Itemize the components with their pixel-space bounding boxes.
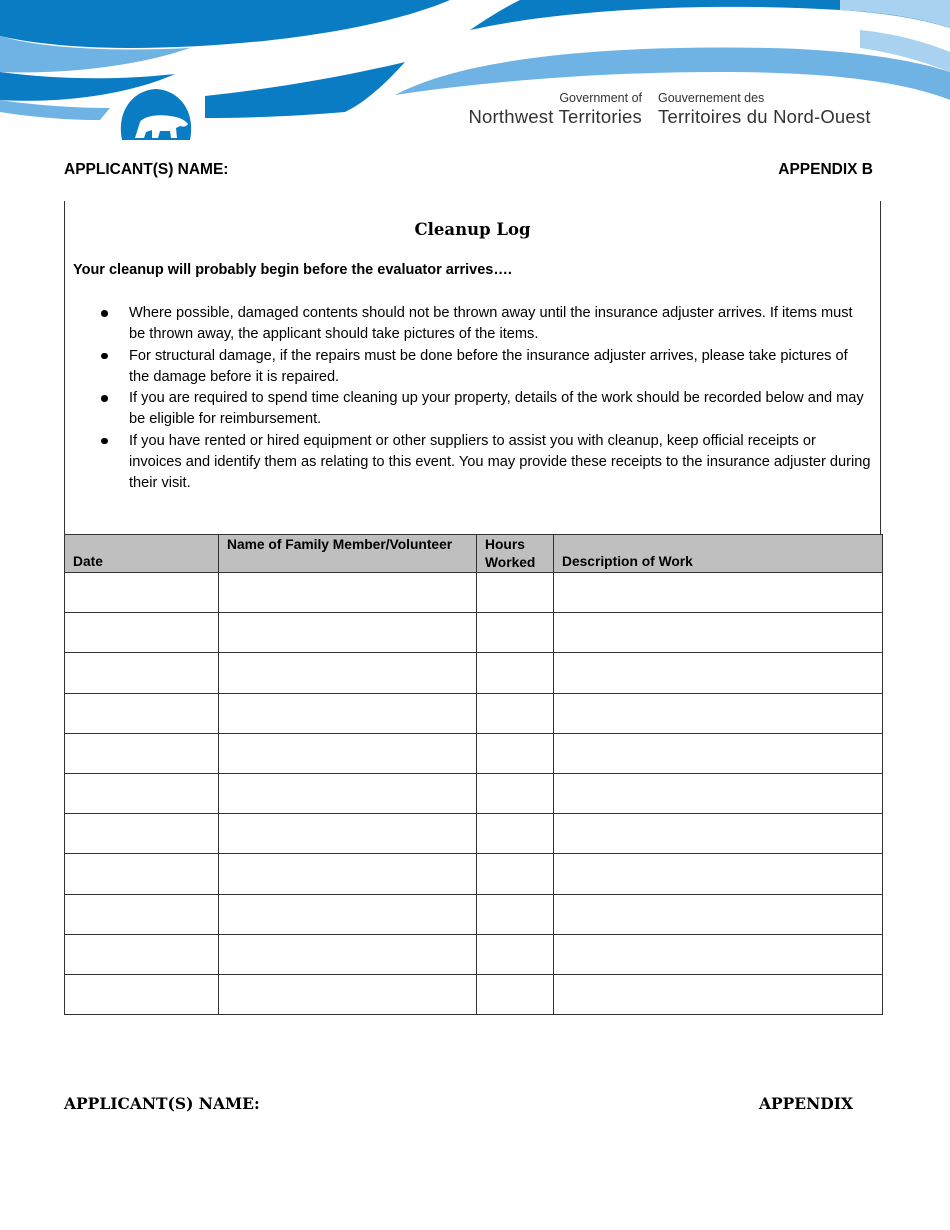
banner-wave-right-pale xyxy=(840,0,950,28)
name-cell[interactable] xyxy=(219,934,477,974)
gouvernement-des-text: Gouvernement des xyxy=(658,91,765,105)
bullet-icon xyxy=(101,395,108,402)
name-cell[interactable] xyxy=(219,573,477,613)
hours-cell[interactable] xyxy=(477,894,554,934)
banner-wave-left-base xyxy=(0,100,110,120)
page-title: Cleanup Log xyxy=(414,220,531,239)
bullet-icon xyxy=(101,438,108,445)
date-cell[interactable] xyxy=(65,653,219,693)
name-cell[interactable] xyxy=(219,733,477,773)
column-header-description: Description of Work xyxy=(554,535,883,573)
description-cell[interactable] xyxy=(554,613,883,653)
list-item-text: If you are required to spend time cleaning up your property, details of the work should be recorded below and may be eligible for reimbursement. xyxy=(129,390,864,427)
hours-cell[interactable] xyxy=(477,934,554,974)
description-cell[interactable] xyxy=(554,573,883,613)
description-cell[interactable] xyxy=(554,894,883,934)
table-row xyxy=(65,733,883,773)
name-cell[interactable] xyxy=(219,773,477,813)
name-cell[interactable] xyxy=(219,854,477,894)
list-item xyxy=(96,346,871,388)
northwest-territories-text: Northwest Territories xyxy=(468,106,642,127)
name-cell[interactable] xyxy=(219,974,477,1014)
list-item xyxy=(96,303,871,345)
government-name-english xyxy=(430,90,642,128)
header-applicant-name-label: APPLICANT(S) NAME: xyxy=(64,161,229,178)
date-cell[interactable] xyxy=(65,613,219,653)
table-row xyxy=(65,573,883,613)
banner-wave-mid-strip xyxy=(205,62,405,118)
date-cell[interactable] xyxy=(65,894,219,934)
date-cell[interactable] xyxy=(65,693,219,733)
date-cell[interactable] xyxy=(65,814,219,854)
bullet-icon xyxy=(101,310,108,317)
description-cell[interactable] xyxy=(554,934,883,974)
name-cell[interactable] xyxy=(219,653,477,693)
name-cell[interactable] xyxy=(219,613,477,653)
header-banner xyxy=(0,0,950,160)
intro-text: Your cleanup will probably begin before the evaluator arrives…. xyxy=(73,262,512,278)
table-row xyxy=(65,974,883,1014)
description-cell[interactable] xyxy=(554,773,883,813)
table-row xyxy=(65,653,883,693)
column-header-date: Date xyxy=(65,535,219,573)
table-header-row xyxy=(65,535,883,573)
table-row xyxy=(65,693,883,733)
list-item xyxy=(96,431,871,494)
polar-bear-logo-icon xyxy=(121,89,191,140)
hours-cell[interactable] xyxy=(477,974,554,1014)
hours-cell[interactable] xyxy=(477,773,554,813)
cleanup-log-table xyxy=(64,534,883,1015)
description-cell[interactable] xyxy=(554,693,883,733)
banner-wave-left-top xyxy=(0,0,450,48)
table-row xyxy=(65,854,883,894)
list-item-text: Where possible, damaged contents should not be thrown away until the insurance adjuster arrives. If items must be thrown away, the applicant should take pictures of the items. xyxy=(129,305,853,342)
list-item-text: For structural damage, if the repairs must be done before the insurance adjuster arrives, please take pictures of the damage before it is repaired. xyxy=(129,347,848,385)
table-row xyxy=(65,773,883,813)
bullet-icon xyxy=(101,353,108,360)
table-row xyxy=(65,613,883,653)
hours-cell[interactable] xyxy=(477,733,554,773)
column-header-name: Name of Family Member/Volunteer xyxy=(219,535,477,573)
hours-cell[interactable] xyxy=(477,814,554,854)
table-row xyxy=(65,934,883,974)
name-cell[interactable] xyxy=(219,693,477,733)
date-cell[interactable] xyxy=(65,573,219,613)
instruction-list xyxy=(96,303,871,494)
hours-cell[interactable] xyxy=(477,854,554,894)
name-cell[interactable] xyxy=(219,814,477,854)
list-item-text: If you have rented or hired equipment or other suppliers to assist you with cleanup, keep official receipts or invoices and identify them as relating to this event. You may provide these receipts to the insurance adjuster during their visit. xyxy=(129,432,871,491)
hours-cell[interactable] xyxy=(477,693,554,733)
description-cell[interactable] xyxy=(554,733,883,773)
date-cell[interactable] xyxy=(65,974,219,1014)
date-cell[interactable] xyxy=(65,733,219,773)
hours-cell[interactable] xyxy=(477,573,554,613)
description-cell[interactable] xyxy=(554,814,883,854)
date-cell[interactable] xyxy=(65,854,219,894)
description-cell[interactable] xyxy=(554,653,883,693)
column-header-hours: Hours Worked xyxy=(477,535,554,573)
list-item xyxy=(96,388,871,430)
government-of-text: Government of xyxy=(559,91,642,105)
description-cell[interactable] xyxy=(554,974,883,1014)
hours-cell[interactable] xyxy=(477,653,554,693)
table-body xyxy=(65,573,883,1015)
footer-appendix-label: APPENDIX xyxy=(758,1094,853,1113)
name-cell[interactable] xyxy=(219,894,477,934)
footer-applicant-name-label: APPLICANT(S) NAME: xyxy=(64,1094,260,1113)
table-row xyxy=(65,894,883,934)
header-appendix-label: APPENDIX B xyxy=(778,161,873,178)
date-cell[interactable] xyxy=(65,773,219,813)
description-cell[interactable] xyxy=(554,854,883,894)
government-name-french xyxy=(658,90,898,128)
date-cell[interactable] xyxy=(65,934,219,974)
table-row xyxy=(65,814,883,854)
hours-cell[interactable] xyxy=(477,613,554,653)
territoires-text: Territoires du Nord-Ouest xyxy=(658,106,871,127)
